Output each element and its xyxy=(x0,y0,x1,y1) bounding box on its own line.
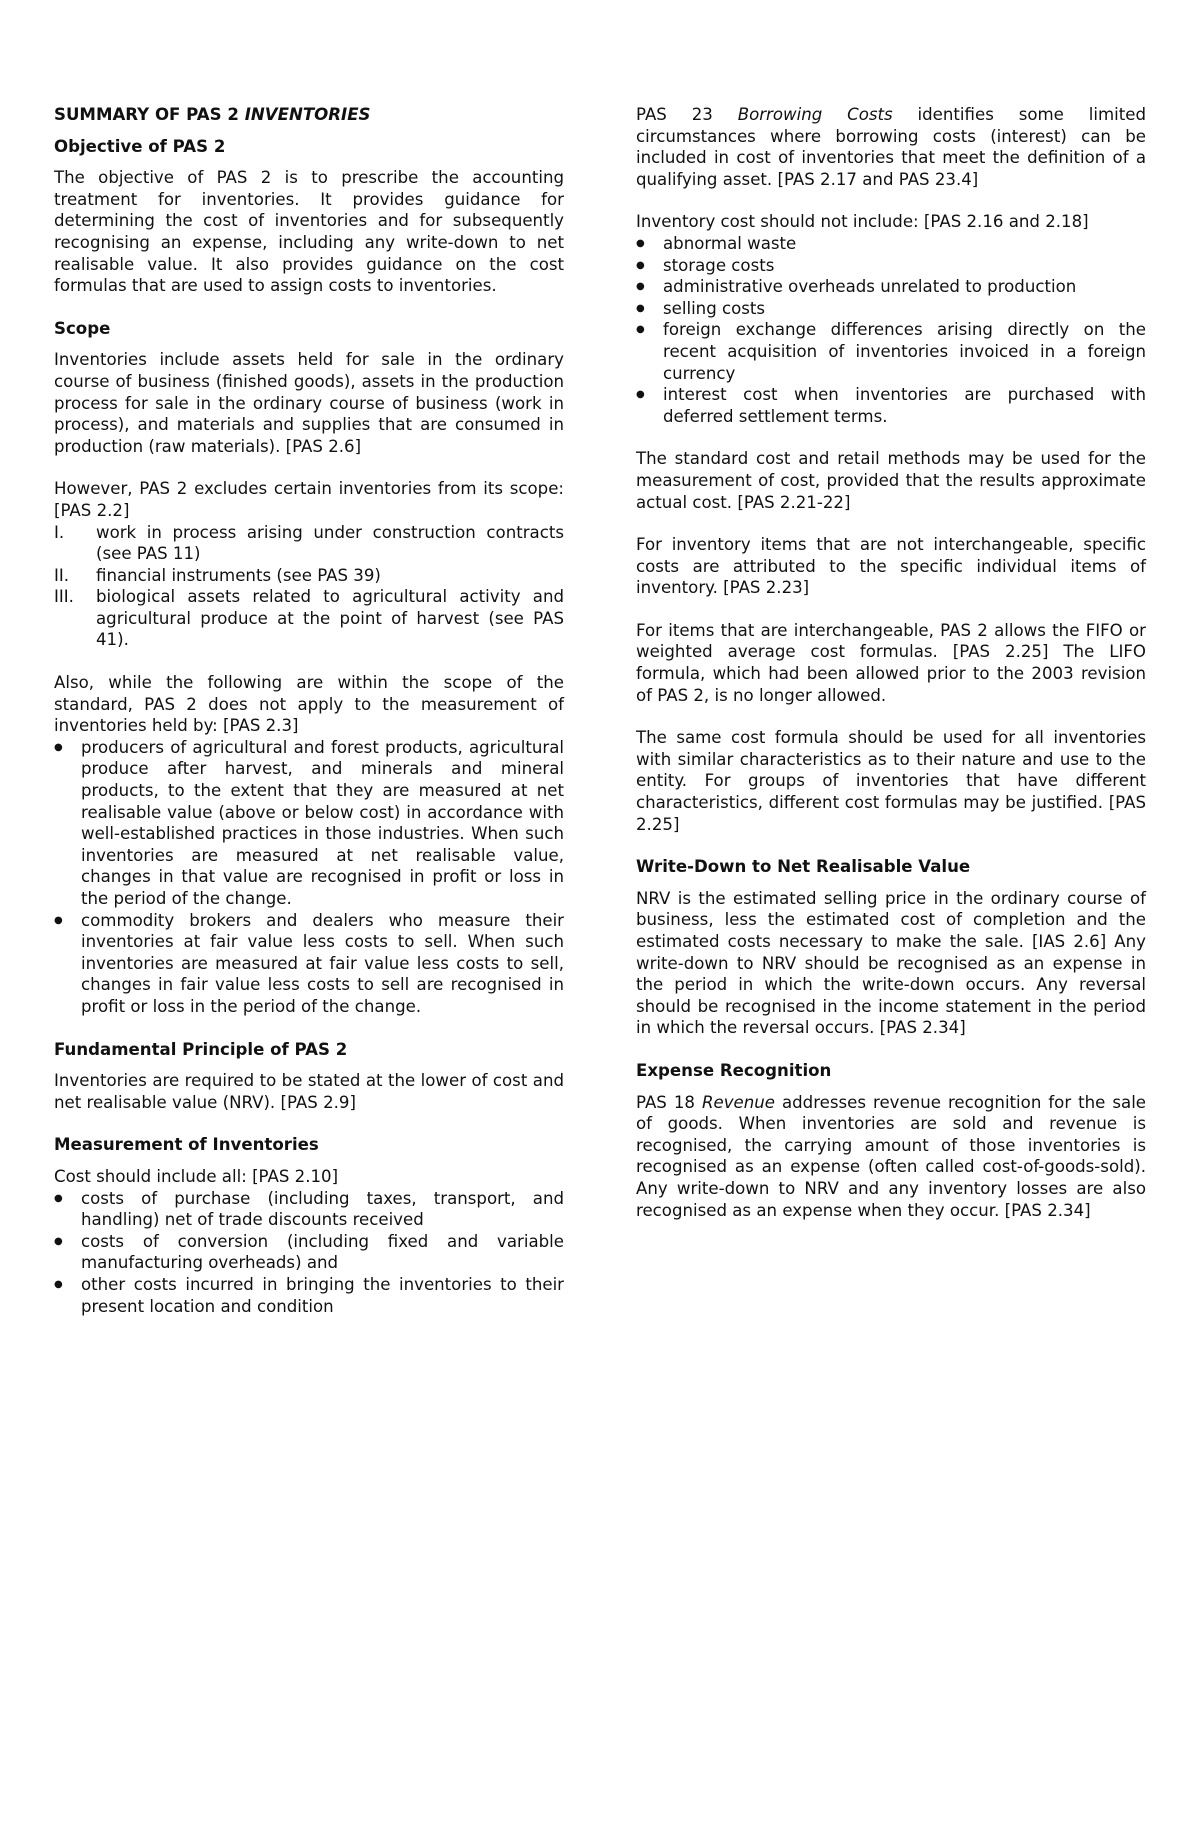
borrowing-costs-text: PAS 23 Borrowing Costs identifies some limited circumstances where borrowing costs (interest) can be included in cost of inventories that meet the definition of a qualifying asset. [PAS 2.17 and PAS 23.4] xyxy=(636,105,1146,189)
list-item: I. work in process arising under construction contracts (see PAS 11) xyxy=(54,522,564,564)
list-item: ● interest cost when inventories are purchased with deferred settlement terms. xyxy=(636,384,1146,427)
objective-text: The objective of PAS 2 is to prescribe the accounting treatment for inventories. It provides guidance for determining the cost of inventories and for subsequently recognising an expense, including any write-down to net realisable value. It also provides guidance on the cost formulas that are used to assign costs to inventories. xyxy=(54,168,564,296)
fundamental-text: Inventories are required to be stated at the lower of cost and net realisable value (NRV). [PAS 2.9] xyxy=(54,1071,564,1112)
scope-heading: Scope xyxy=(54,318,111,338)
measurement-list xyxy=(54,1188,564,1318)
list-item: ● producers of agricultural and forest products, agricultural produce after harvest, and minerals and mineral products, to the extent that they are measured at net realisable value (above or below cost) in accordance with well-established practices in those industries. When such inventories are measured at net realisable value, changes in that value are recognised in profit or loss in the period of the change. xyxy=(54,737,564,910)
scope-also-intro: Also, while the following are within the scope of the standard, PAS 2 does not apply to the measurement of inventories held by: [PAS 2.3] xyxy=(54,673,564,736)
scope-also-list xyxy=(54,737,564,1018)
expense-heading: Expense Recognition xyxy=(636,1060,832,1080)
list-item: ● storage costs xyxy=(636,255,1146,277)
standard-cost-text: The standard cost and retail methods may be used for the measurement of cost, provided that the results approximate actual cost. [PAS 2.21-22] xyxy=(636,449,1146,512)
writedown-heading: Write-Down to Net Realisable Value xyxy=(636,857,971,877)
measurement-intro: Cost should include all: [PAS 2.10] xyxy=(54,1166,339,1186)
list-item: ● foreign exchange differences arising directly on the recent acquisition of inventories invoiced in a foreign currency xyxy=(636,319,1146,384)
list-item: ● administrative overheads unrelated to production xyxy=(636,276,1146,298)
scope-text: Inventories include assets held for sale in the ordinary course of business (finished goods), assets in the production process for sale in the ordinary course of business (work in process), and materials and supplies that are consumed in production (raw materials). [PAS 2.6] xyxy=(54,350,564,456)
fundamental-heading: Fundamental Principle of PAS 2 xyxy=(54,1039,348,1059)
objective-heading: Objective of PAS 2 xyxy=(54,136,226,156)
scope-excludes-list xyxy=(54,522,564,652)
not-interchangeable-text: For inventory items that are not interchangeable, specific costs are attributed to the specific individual items of inventory. [PAS 2.23] xyxy=(636,535,1146,598)
writedown-text: NRV is the estimated selling price in the ordinary course of business, less the estimated cost of completion and the estimated costs necessary to make the sale. [IAS 2.6] Any write-down to NRV should be recognised as an expense in the period in which the write-down occurs. Any reversal should be recognised in the income statement in the period in which the reversal occurs. [PAS 2.34] xyxy=(636,888,1146,1038)
list-item: II. financial instruments (see PAS 39) xyxy=(54,565,381,585)
list-item: ● selling costs xyxy=(636,298,1146,320)
exclude-list xyxy=(636,233,1146,427)
same-formula-text: The same cost formula should be used for all inventories with similar characteristics as to their nature and use to the entity. For groups of inventories that have different characteristics, different cost formulas may be justified. [PAS 2.25] xyxy=(636,728,1146,834)
document-title: SUMMARY OF PAS 2 INVENTORIES xyxy=(54,105,371,124)
list-item: III. biological assets related to agricultural activity and agricultural produce at the point of harvest (see PAS 41). xyxy=(54,587,564,650)
list-item: ● abnormal waste xyxy=(636,233,1146,255)
interchangeable-text: For items that are interchangeable, PAS 2 allows the FIFO or weighted average cost formulas. [PAS 2.25] The LIFO formula, which had been allowed prior to the 2003 revision of PAS 2, is no longer allowed. xyxy=(636,620,1146,705)
exclude-intro: Inventory cost should not include: [PAS 2.16 and 2.18] xyxy=(636,212,1089,232)
right-column xyxy=(636,104,1146,1242)
list-item: ● commodity brokers and dealers who measure their inventories at fair value less costs to sell. When such inventories are measured at fair value less costs to sell, changes in fair value less costs to sell are recognised in profit or loss in the period of the change. xyxy=(54,910,564,1018)
list-item: ● costs of purchase (including taxes, transport, and handling) net of trade discounts received xyxy=(54,1188,564,1231)
measurement-heading: Measurement of Inventories xyxy=(54,1135,319,1155)
left-column xyxy=(54,104,564,1338)
scope-excludes-intro: However, PAS 2 excludes certain inventories from its scope: [PAS 2.2] xyxy=(54,479,564,520)
list-item: ● other costs incurred in bringing the inventories to their present location and condition xyxy=(54,1274,564,1317)
list-item: ● costs of conversion (including fixed and variable manufacturing overheads) and xyxy=(54,1231,564,1274)
expense-text: PAS 18 Revenue addresses revenue recognition for the sale of goods. When inventories are sold and revenue is recognised, the carrying amount of those inventories is recognised as an expense (often called cost-of-goods-sold). Any write-down to NRV and any inventory losses are also recognised as an expense when they occur. [PAS 2.34] xyxy=(636,1092,1147,1220)
